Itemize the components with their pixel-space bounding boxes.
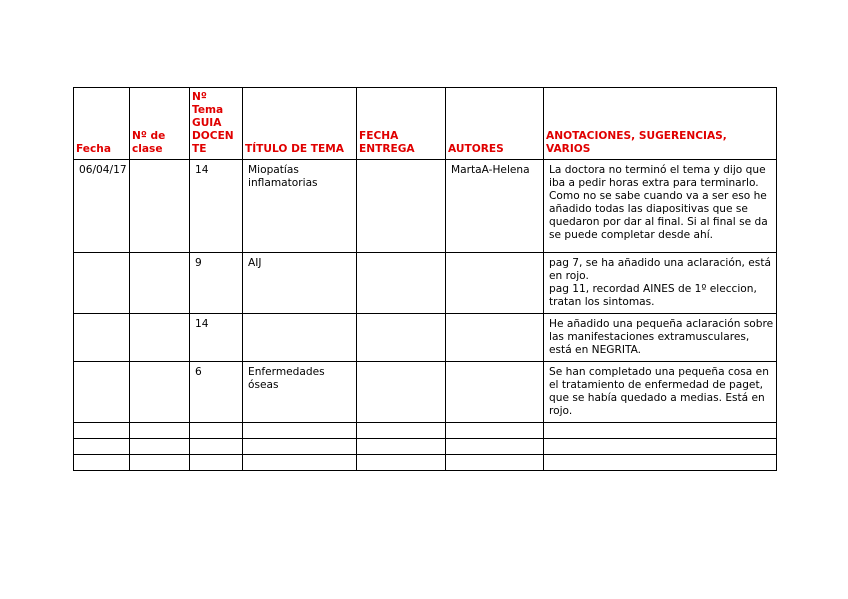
empty-cell	[130, 423, 190, 439]
cell-n-tema: 9	[190, 253, 243, 314]
cell-autores	[446, 253, 544, 314]
header-row	[74, 88, 777, 160]
empty-row	[74, 423, 777, 439]
table-row	[74, 314, 777, 362]
header-fecha: Fecha	[74, 88, 130, 160]
empty-cell	[190, 423, 243, 439]
empty-cell	[544, 439, 777, 455]
empty-cell	[243, 439, 357, 455]
empty-cell	[190, 439, 243, 455]
cell-fecha-entrega	[357, 314, 446, 362]
cell-anotaciones	[544, 253, 777, 314]
empty-cell	[190, 455, 243, 471]
cell-titulo	[243, 314, 357, 362]
cell-n-tema: 6	[190, 362, 243, 423]
cell-fecha-entrega	[357, 362, 446, 423]
empty-row	[74, 455, 777, 471]
cell-titulo: AIJ	[243, 253, 357, 314]
cell-n-clase	[130, 253, 190, 314]
empty-cell	[357, 455, 446, 471]
header-fecha-entrega: FECHA ENTREGA	[357, 88, 446, 160]
header-n-tema: Nº Tema GUIA DOCEN TE	[190, 88, 243, 160]
cell-autores	[446, 314, 544, 362]
empty-cell	[74, 423, 130, 439]
cell-n-clase	[130, 160, 190, 253]
header-titulo: TÍTULO DE TEMA	[243, 88, 357, 160]
cell-n-clase	[130, 314, 190, 362]
cell-fecha	[74, 362, 130, 423]
cell-anotaciones: Se han completado una pequeña cosa en el tratamiento de enfermedad de paget, que se había quedado a medias. Está en rojo.	[544, 362, 777, 423]
cell-fecha	[74, 314, 130, 362]
cell-titulo: Miopatías inflamatorias	[243, 160, 357, 253]
cell-anotaciones: He añadido una pequeña aclaración sobre las manifestaciones extramusculares, está en NEGRITA.	[544, 314, 777, 362]
cell-n-tema: 14	[190, 314, 243, 362]
class-notes-table	[73, 87, 777, 471]
header-autores: AUTORES	[446, 88, 544, 160]
empty-cell	[243, 423, 357, 439]
cell-autores	[446, 362, 544, 423]
empty-cell	[446, 455, 544, 471]
empty-row	[74, 439, 777, 455]
cell-autores: MartaA-Helena	[446, 160, 544, 253]
cell-fecha-entrega	[357, 253, 446, 314]
empty-cell	[446, 423, 544, 439]
table-row	[74, 253, 777, 314]
empty-cell	[74, 439, 130, 455]
header-n-clase: Nº de clase	[130, 88, 190, 160]
empty-cell	[243, 455, 357, 471]
table-row	[74, 362, 777, 423]
cell-fecha: 06/04/17	[74, 160, 130, 253]
empty-cell	[357, 423, 446, 439]
empty-cell	[544, 423, 777, 439]
cell-n-tema: 14	[190, 160, 243, 253]
cell-fecha	[74, 253, 130, 314]
empty-cell	[130, 439, 190, 455]
annotation-line: pag 11, recordad AINES de 1º eleccion, tratan los sintomas.	[549, 283, 757, 308]
cell-titulo: Enfermedades óseas	[243, 362, 357, 423]
empty-cell	[74, 455, 130, 471]
cell-anotaciones: La doctora no terminó el tema y dijo que iba a pedir horas extra para terminarlo. Como no se sabe cuando va a ser eso he añadido todas las diapositivas que se quedaron por dar al final. Si al final se da se puede completar desde ahí.	[544, 160, 777, 253]
empty-cell	[544, 455, 777, 471]
cell-n-clase	[130, 362, 190, 423]
empty-cell	[446, 439, 544, 455]
empty-cell	[357, 439, 446, 455]
empty-cell	[130, 455, 190, 471]
header-anotaciones: ANOTACIONES, SUGERENCIAS, VARIOS	[544, 88, 777, 160]
annotation-line: pag 7, se ha añadido una aclaración, está en rojo.	[549, 257, 771, 282]
cell-fecha-entrega	[357, 160, 446, 253]
table-row	[74, 160, 777, 253]
